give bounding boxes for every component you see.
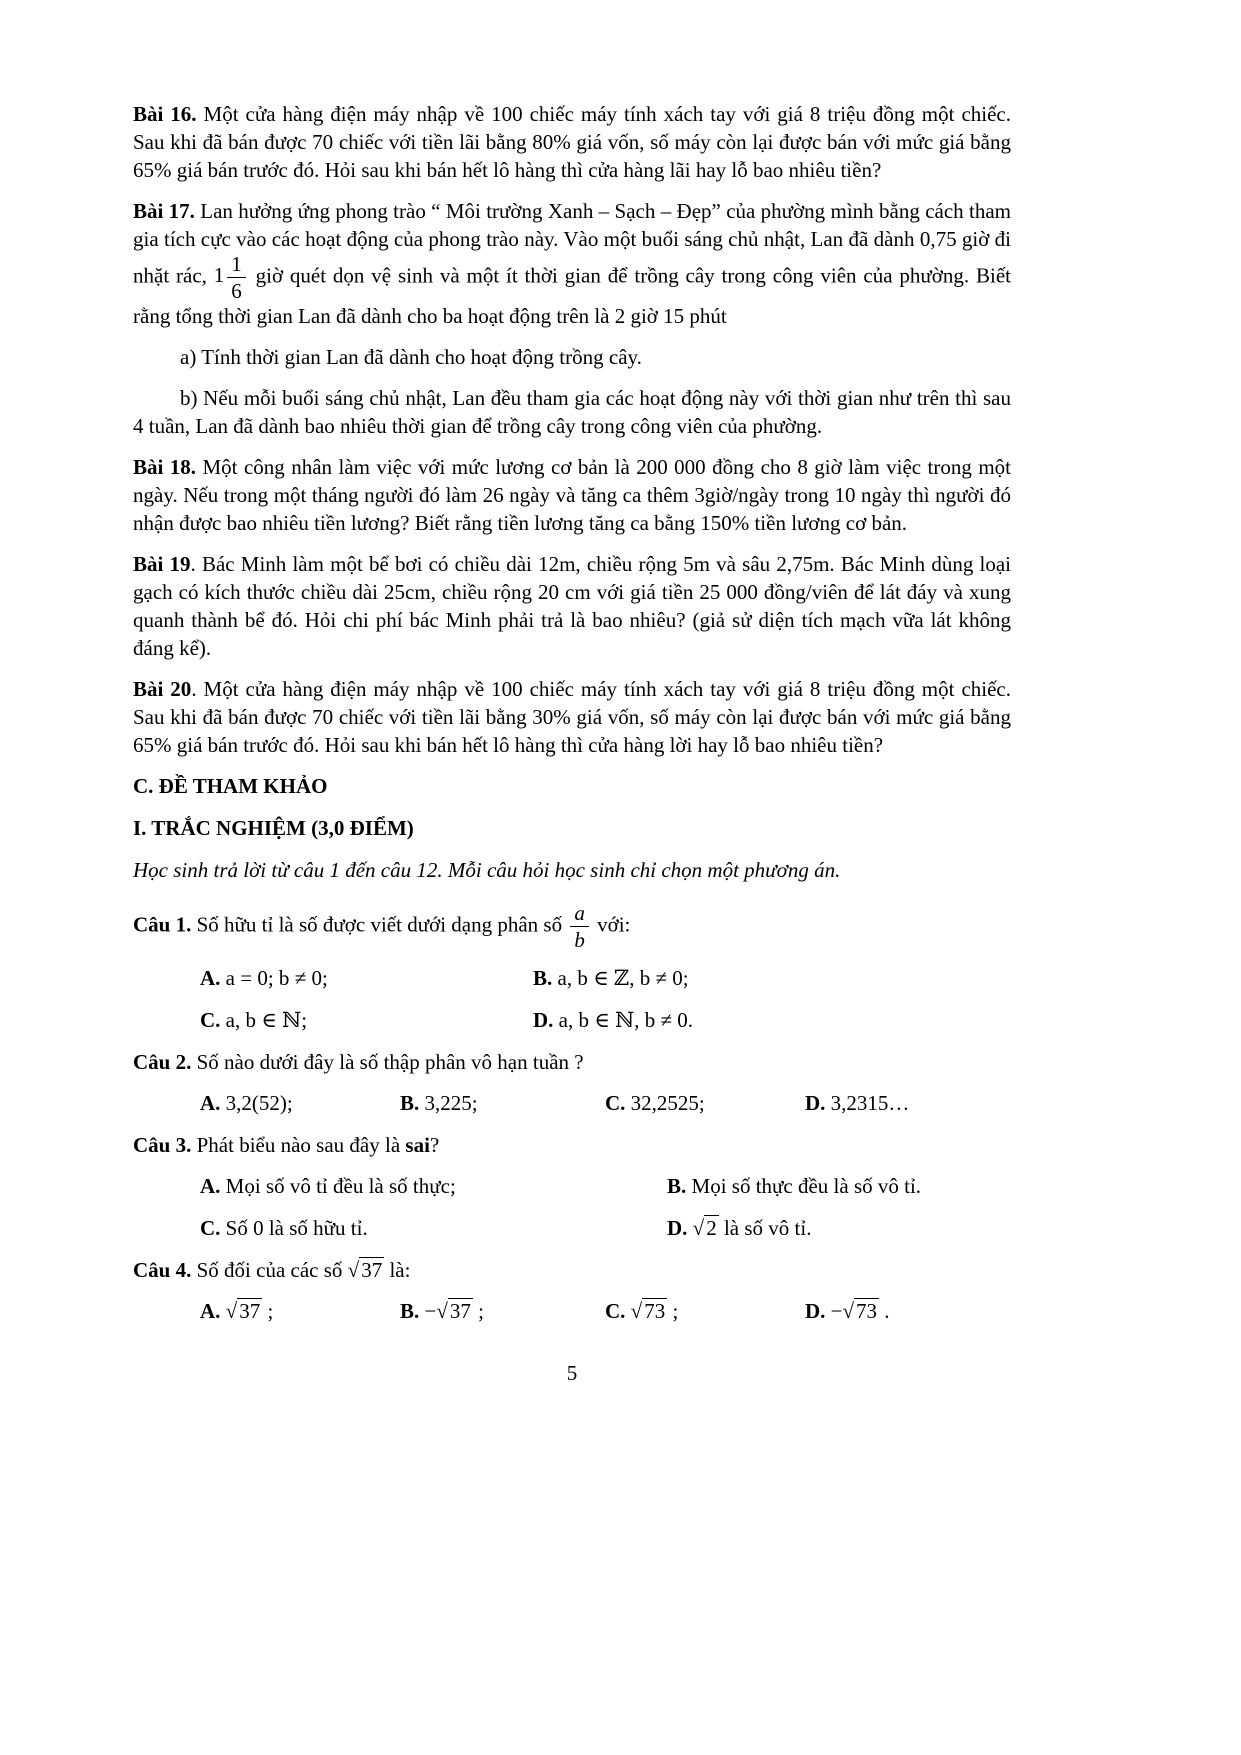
page-number: 5	[566, 1361, 578, 1385]
options-row	[133, 964, 1011, 992]
option-b	[533, 964, 1011, 992]
option-label: A.	[200, 1174, 221, 1198]
option-label: D.	[667, 1216, 688, 1240]
option-label: A.	[200, 966, 221, 990]
fraction	[570, 902, 589, 951]
option-label: D.	[805, 1091, 826, 1115]
option-label: C.	[200, 1216, 221, 1240]
option-label: B.	[400, 1091, 420, 1115]
options-row	[133, 1006, 1011, 1034]
option-text: Mọi số vô tỉ đều là số thực;	[220, 1174, 456, 1198]
option-pre: −	[825, 1299, 843, 1323]
radicand: 73	[644, 1299, 666, 1323]
mixed-whole: 1	[213, 263, 225, 288]
problem-bai-19	[133, 550, 1011, 662]
option-text: Số 0 là số hữu tỉ.	[220, 1216, 368, 1240]
radicand: 37	[449, 1299, 471, 1323]
radicand: 2	[706, 1216, 717, 1240]
option-label: A.	[200, 1091, 221, 1115]
problem-bai-16	[133, 100, 1011, 184]
option-d	[533, 1006, 1011, 1034]
problem-text: . Một cửa hàng điện máy nhập về 100 chiếc máy tính xách tay với giá 8 triệu đồng một chiếc. Sau khi đã bán được 70 chiếc với tiền lãi bằng 30% giá vốn, số máy còn lại được bán với mức giá bằng 65% giá bán trước đó. Hỏi sau khi bán hết lô hàng thì cửa hàng lời hay lỗ bao nhiêu tiền?	[133, 677, 1011, 757]
question-cau-3	[133, 1131, 1011, 1159]
option-d	[805, 1089, 1011, 1117]
question-cau-4	[133, 1256, 1011, 1284]
option-d	[667, 1214, 1011, 1242]
option-suffix: là số vô tỉ.	[718, 1216, 812, 1240]
sqrt-expression	[436, 1298, 473, 1323]
problem-bai-17	[133, 197, 1011, 330]
question-label: Câu 2.	[133, 1050, 192, 1074]
radicand: 37	[361, 1258, 383, 1282]
problem-bai-20	[133, 675, 1011, 759]
sqrt-expression	[348, 1257, 385, 1282]
option-suffix: .	[879, 1299, 890, 1323]
problem-bai-17-item-b: b) Nếu mỗi buổi sáng chủ nhật, Lan đều tham gia các hoạt động này với thời gian như trên thì sau 4 tuần, Lan đã dành bao nhiêu thời gian để trồng cây trong công viên của phường.	[133, 386, 1011, 438]
option-text: a, b ∈ ℤ, b ≠ 0;	[552, 966, 689, 990]
options-row	[133, 1297, 1011, 1325]
problem-text: Một công nhân làm việc với mức lương cơ bản là 200 000 đồng cho 8 giờ làm việc trong một ngày. Nếu trong một tháng người đó làm 26 ngày và tăng ca thêm 3giờ/ngày trong 10 ngày thì người đó nhận được bao nhiêu tiền lương? Biết rằng tiền lương tăng ca bằng 150% tiền lương cơ bản.	[133, 455, 1011, 535]
option-label: C.	[605, 1299, 626, 1323]
question-cau-1	[133, 902, 1011, 951]
problem-label: Bài 18.	[133, 455, 197, 479]
problem-bai-18	[133, 453, 1011, 537]
option-a	[200, 964, 533, 992]
fraction-numerator: 1	[227, 253, 246, 278]
option-text: 32,2525;	[625, 1091, 705, 1115]
option-a	[200, 1297, 400, 1325]
option-suffix: ;	[667, 1299, 679, 1323]
option-text: 3,225;	[419, 1091, 478, 1115]
option-text: Mọi số thực đều là số vô tỉ.	[686, 1174, 922, 1198]
options-row	[133, 1214, 1011, 1242]
radicand: 37	[239, 1299, 261, 1323]
option-label: B.	[533, 966, 553, 990]
question-text: Số hữu tỉ là số được viết dưới dạng phân số	[191, 912, 568, 937]
option-pre: −	[419, 1299, 437, 1323]
option-label: B.	[400, 1299, 420, 1323]
option-text: 3,2(52);	[220, 1091, 293, 1115]
radical-sign: √	[347, 1258, 360, 1282]
sqrt-expression	[226, 1298, 263, 1323]
option-label: A.	[200, 1299, 221, 1323]
question-text: Số nào dưới đây là số thập phân vô hạn tuần ?	[191, 1050, 584, 1074]
option-text: a, b ∈ ℕ, b ≠ 0.	[553, 1008, 694, 1032]
option-suffix: ;	[472, 1299, 484, 1323]
option-d	[805, 1297, 1011, 1325]
instruction-text: Học sinh trả lời từ câu 1 đến câu 12. Mỗi câu hỏi học sinh chỉ chọn một phương án.	[133, 858, 841, 882]
radical-sign: √	[692, 1216, 705, 1240]
problem-label: Bài 19	[133, 552, 191, 576]
problem-label: Bài 17.	[133, 199, 195, 223]
radical-sign: √	[842, 1299, 855, 1323]
question-text: là:	[384, 1258, 411, 1282]
sqrt-expression	[843, 1298, 880, 1323]
mixed-number	[213, 252, 249, 303]
question-text: với:	[591, 912, 631, 937]
option-a	[200, 1172, 667, 1200]
option-suffix: ;	[262, 1299, 274, 1323]
radical-sign: √	[630, 1299, 643, 1323]
question-cau-2	[133, 1048, 1011, 1076]
radical-sign: √	[225, 1299, 238, 1323]
fraction	[227, 253, 246, 302]
question-label: Câu 1.	[133, 912, 192, 937]
problem-text: giờ quét dọn vệ sinh và một ít thời gian để trồng cây trong công viên của phường. Biết rằng tổng thời gian Lan đã dành cho ba hoạt động trên là 2 giờ 15 phút	[133, 263, 1012, 328]
option-label: C.	[200, 1008, 221, 1032]
option-b	[400, 1089, 605, 1117]
problem-text: Lan hưởng ứng phong trào “ Môi trường Xanh – Sạch – Đẹp” của phường mình bằng cách tham gia tích cực vào các hoạt động của phong trào này. Vào một buổi sáng chủ nhật, Lan đã dành 0,75 giờ đi nhặt rác,	[133, 199, 1011, 288]
option-label: D.	[533, 1008, 554, 1032]
option-text: a = 0; b ≠ 0;	[220, 966, 328, 990]
question-text: Phát biểu nào sau đây là	[191, 1133, 406, 1157]
problem-text: . Bác Minh làm một bể bơi có chiều dài 12m, chiều rộng 5m và sâu 2,75m. Bác Minh dùng loại gạch có kích thước chiều dài 25cm, chiều rộng 20 cm với giá tiền 25 000 đồng/viên để lát đáy và xung quanh thành bể đó. Hỏi chi phí bác Minh phải trả là bao nhiêu? (giả sử diện tích mạch vữa lát không đáng kể).	[133, 552, 1012, 660]
sqrt-expression	[693, 1215, 719, 1240]
problem-label: Bài 16.	[133, 102, 197, 126]
radicand: 73	[856, 1299, 878, 1323]
options-row	[133, 1089, 1011, 1117]
fraction-denominator: b	[574, 928, 585, 952]
option-b	[667, 1172, 1011, 1200]
sqrt-expression	[631, 1298, 668, 1323]
option-c	[605, 1089, 805, 1117]
option-label: D.	[805, 1299, 826, 1323]
problem-label: Bài 20	[133, 677, 192, 701]
question-label: Câu 3.	[133, 1133, 192, 1157]
question-text: ?	[429, 1133, 440, 1157]
option-text: 3,2315…	[825, 1091, 910, 1115]
option-a	[200, 1089, 400, 1117]
section-header-c: C. ĐỀ THAM KHẢO	[133, 774, 328, 798]
option-text: a, b ∈ ℕ;	[220, 1008, 308, 1032]
problem-bai-17-item-a: a) Tính thời gian Lan đã dành cho hoạt động trồng cây.	[180, 345, 642, 369]
option-label: C.	[605, 1091, 626, 1115]
option-label: B.	[667, 1174, 687, 1198]
question-text: Số đối của các số	[191, 1258, 348, 1282]
options-row	[133, 1172, 1011, 1200]
question-bold-word: sai	[405, 1133, 430, 1157]
fraction-denominator: 6	[231, 279, 242, 303]
option-c	[200, 1006, 533, 1034]
fraction-numerator: a	[570, 902, 589, 927]
question-label: Câu 4.	[133, 1258, 192, 1282]
radical-sign: √	[436, 1299, 448, 1323]
problem-text: Một cửa hàng điện máy nhập về 100 chiếc máy tính xách tay với giá 8 triệu đồng một chiếc. Sau khi đã bán được 70 chiếc với tiền lãi bằng 80% giá vốn, số máy còn lại được bán với mức giá bằng 65% giá bán trước đó. Hỏi sau khi bán hết lô hàng thì cửa hàng lãi hay lỗ bao nhiêu tiền?	[133, 102, 1011, 182]
option-c	[200, 1214, 667, 1242]
section-header-i: I. TRẮC NGHIỆM (3,0 ĐIỂM)	[133, 816, 414, 840]
option-b	[400, 1297, 605, 1325]
option-c	[605, 1297, 805, 1325]
